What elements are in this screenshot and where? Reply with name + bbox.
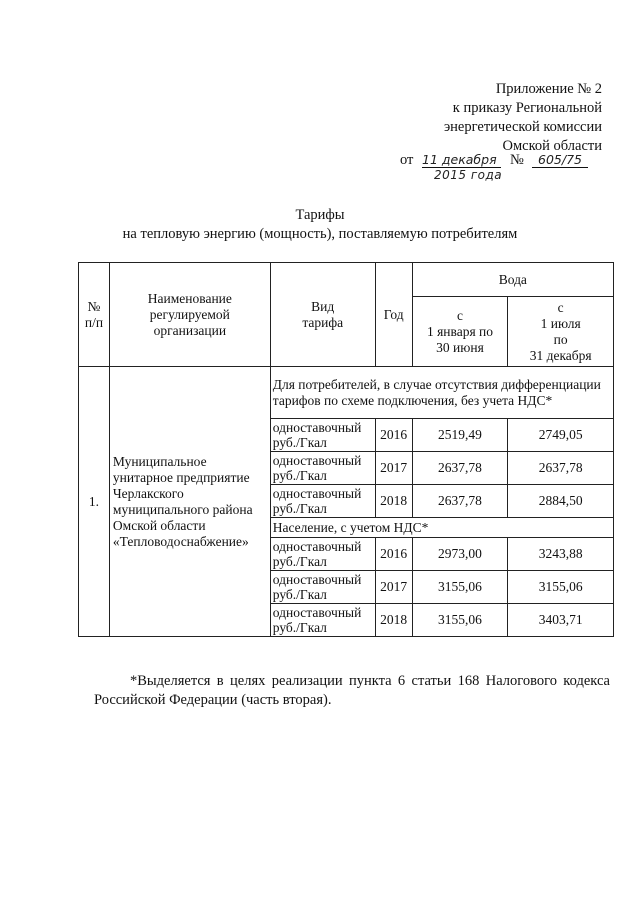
value-cell: 2637,78 [412,452,508,485]
period-1-line: с [456,307,463,323]
year-cell: 2017 [375,571,412,604]
year-cell: 2016 [375,538,412,571]
value-cell: 3403,71 [508,604,614,637]
title-line-2: на тепловую энергию (мощность), поставляемую потребителям [122,226,518,242]
header-year: Год [375,263,412,367]
footnote: *Выделяется в целях реализации пункта 6 статьи 168 Налогового кодекса Российской Федерации (часть вторая). [94,673,610,708]
period-1-line: 1 января по [426,323,494,339]
appendix-header [342,80,602,156]
header-period-2 [508,297,614,367]
period-2-line: с [557,299,564,315]
row-number: 1. [79,367,110,637]
year-cell: 2017 [375,452,412,485]
handwritten-year: 2015 года [434,168,503,182]
period-2-line: 31 декабря [529,347,592,363]
header-organization: Наименование регулируемой организации [109,263,270,367]
handwritten-order-number: 605/75 [532,152,588,168]
document-title [0,206,640,244]
period-2-line: 1 июля [540,315,581,331]
organization-name: Муниципальное унитарное предприятие Черлакского муниципального района Омской области «Тепловодоснабжение» [109,367,270,637]
order-prefix: от [400,152,414,168]
value-cell: 2884,50 [508,485,614,518]
appendix-line: энергетической комиссии [443,119,602,135]
appendix-line: к приказу Региональной [452,100,602,116]
tariff-type-cell: одноставочный руб./Гкал [270,571,375,604]
value-cell: 3155,06 [508,571,614,604]
title-line-1: Тарифы [295,207,345,223]
group-label: Для потребителей, в случае отсутствия дифференциации тарифов по схеме подключения, без учета НДС* [270,367,613,419]
value-cell: 3243,88 [508,538,614,571]
value-cell: 2519,49 [412,419,508,452]
order-number-sign: № [510,152,524,168]
tariff-type-cell: одноставочный руб./Гкал [270,538,375,571]
group-label: Население, с учетом НДС* [270,518,613,538]
value-cell: 2637,78 [508,452,614,485]
appendix-line: Омской области [502,138,602,154]
value-cell: 2973,00 [412,538,508,571]
value-cell: 2637,78 [412,485,508,518]
tariff-type-cell: одноставочный руб./Гкал [270,485,375,518]
period-2-line: по [553,331,568,347]
tariff-table [78,262,614,637]
order-reference [400,152,620,192]
handwritten-date: 11 декабря [422,152,501,168]
appendix-line: Приложение № 2 [495,81,602,97]
value-cell: 3155,06 [412,604,508,637]
year-cell: 2016 [375,419,412,452]
header-tariff-type: Вид тарифа [270,263,375,367]
value-cell: 3155,06 [412,571,508,604]
header-water: Вода [412,263,613,297]
header-period-1 [412,297,508,367]
tariff-type-cell: одноставочный руб./Гкал [270,419,375,452]
period-1-line: 30 июня [436,339,484,355]
header-num: № п/п [79,263,110,367]
value-cell: 2749,05 [508,419,614,452]
tariff-type-cell: одноставочный руб./Гкал [270,452,375,485]
year-cell: 2018 [375,485,412,518]
tariff-type-cell: одноставочный руб./Гкал [270,604,375,637]
year-cell: 2018 [375,604,412,637]
